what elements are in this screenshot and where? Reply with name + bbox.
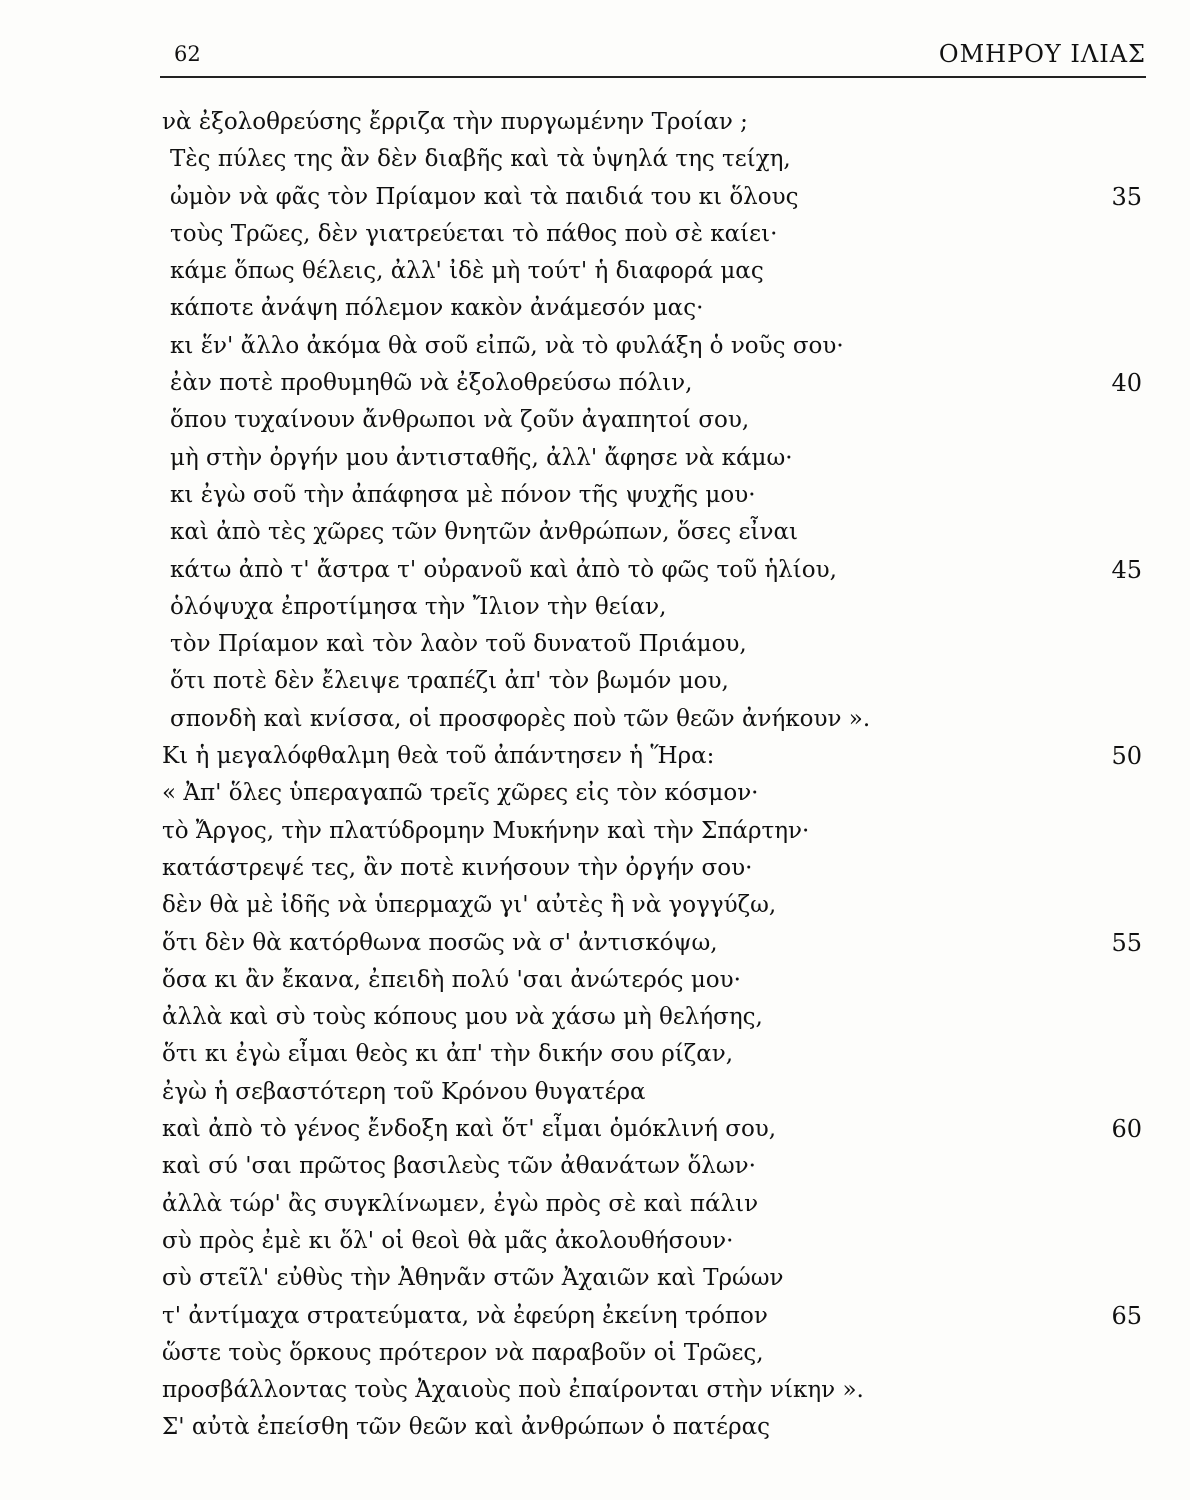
verse-text: ὅτι ποτὲ δὲν ἔλειψε τραπέζι ἀπ' τὸν βωμόν μου, — [170, 668, 729, 695]
verse-text: κι ἕν' ἄλλο ἀκόμα θὰ σοῦ εἰπῶ, νὰ τὸ φυλάξη ὁ νοῦς σου· — [170, 332, 844, 359]
verse-line — [0, 999, 1190, 1036]
verse-text: τὸ Ἄργος, τὴν πλατύδρομην Μυκήνην καὶ τὴν Σπάρτην· — [162, 817, 810, 844]
verse-text: σὺ πρὸς ἐμὲ κι ὅλ' οἱ θεοὶ θὰ μᾶς ἀκολουθήσουν· — [162, 1227, 734, 1254]
line-number: 60 — [1111, 1115, 1142, 1144]
verse-line — [0, 477, 1190, 514]
verse-line — [0, 440, 1190, 477]
verse-line — [0, 887, 1190, 924]
verse-block — [0, 104, 1190, 1447]
verse-text: κάποτε ἀνάψη πόλεμον κακὸν ἀνάμεσόν μας· — [170, 295, 704, 322]
verse-line — [0, 402, 1190, 439]
verse-line — [0, 962, 1190, 999]
verse-text: « Ἀπ' ὅλες ὑπεραγαπῶ τρεῖς χῶρες εἰς τὸν κόσμον· — [162, 780, 759, 807]
verse-text: κάτω ἀπὸ τ' ἄστρα τ' οὐρανοῦ καὶ ἀπὸ τὸ φῶς τοῦ ἡλίου, — [170, 556, 837, 583]
verse-text: τὸν Πρίαμον καὶ τὸν λαὸν τοῦ δυνατοῦ Πριάμου, — [170, 631, 747, 658]
verse-line — [0, 1036, 1190, 1073]
verse-text: ἐὰν ποτὲ προθυμηθῶ νὰ ἐξολοθρεύσω πόλιν, — [170, 370, 693, 397]
verse-line — [0, 328, 1190, 365]
verse-line — [0, 626, 1190, 663]
verse-text: ὅπου τυχαίνουν ἄνθρωποι νὰ ζοῦν ἀγαπητοί σου, — [170, 407, 750, 434]
verse-line — [0, 1298, 1190, 1335]
header-rule — [160, 76, 1146, 78]
verse-line — [0, 813, 1190, 850]
verse-text: δὲν θὰ μὲ ἰδῆς νὰ ὑπερμαχῶ γι' αὐτὲς ἢ νὰ γογγύζω, — [162, 892, 777, 919]
line-number: 50 — [1111, 742, 1142, 771]
verse-text: κάμε ὅπως θέλεις, ἀλλ' ἰδὲ μὴ τούτ' ἡ διαφορά μας — [170, 258, 764, 285]
verse-line — [0, 1111, 1190, 1148]
verse-line — [0, 1409, 1190, 1446]
verse-text: ἐγὼ ἡ σεβαστότερη τοῦ Κρόνου θυγατέρα — [162, 1078, 646, 1105]
line-number: 45 — [1111, 555, 1142, 584]
line-number: 65 — [1111, 1301, 1142, 1330]
verse-text: ὠμὸν νὰ φᾶς τὸν Πρίαμον καὶ τὰ παιδιά του κι ὅλους — [170, 183, 799, 210]
verse-text: καὶ ἀπὸ τὸ γένος ἔνδοξη καὶ ὅτ' εἶμαι ὁμόκλινή σου, — [162, 1116, 777, 1143]
verse-line — [0, 290, 1190, 327]
page-header — [160, 40, 1146, 76]
verse-text: κατάστρεψέ τες, ἂν ποτὲ κινήσουν τὴν ὀργήν σου· — [162, 854, 753, 881]
verse-line — [0, 141, 1190, 178]
verse-line — [0, 514, 1190, 551]
verse-text: Τὲς πύλες της ἂν δὲν διαβῆς καὶ τὰ ὑψηλά της τείχη, — [170, 146, 791, 173]
verse-text: τ' ἀντίμαχα στρατεύματα, νὰ ἐφεύρη ἐκείνη τρόπον — [162, 1302, 768, 1329]
verse-text: καὶ σύ 'σαι πρῶτος βασιλεὺς τῶν ἀθανάτων ὅλων· — [162, 1153, 756, 1180]
verse-line — [0, 589, 1190, 626]
verse-line — [0, 253, 1190, 290]
verse-text: ὁλόψυχα ἐπροτίμησα τὴν Ἴλιον τὴν θείαν, — [170, 593, 667, 620]
verse-line — [0, 179, 1190, 216]
verse-line — [0, 1186, 1190, 1223]
verse-line — [0, 1223, 1190, 1260]
verse-text: ἀλλὰ τώρ' ἂς συγκλίνωμεν, ἐγὼ πρὸς σὲ καὶ πάλιν — [162, 1190, 759, 1217]
verse-line — [0, 775, 1190, 812]
verse-text: προσβάλλοντας τοὺς Ἀχαιοὺς ποὺ ἐπαίρονται στὴν νίκην ». — [162, 1377, 864, 1404]
verse-line — [0, 1335, 1190, 1372]
verse-text: ἀλλὰ καὶ σὺ τοὺς κόπους μου νὰ χάσω μὴ θελήσης, — [162, 1004, 763, 1031]
verse-text: Σ' αὐτὰ ἐπείσθη τῶν θεῶν καὶ ἀνθρώπων ὁ πατέρας — [162, 1414, 771, 1441]
verse-line — [0, 1148, 1190, 1185]
line-number: 35 — [1111, 182, 1142, 211]
verse-text: νὰ ἐξολοθρεύσης ἔρριζα τὴν πυργωμένην Τροίαν ; — [162, 109, 748, 135]
verse-text: σὺ στεῖλ' εὐθὺς τὴν Ἀθηνᾶν στῶν Ἀχαιῶν καὶ Τρώων — [162, 1265, 784, 1292]
verse-line — [0, 216, 1190, 253]
verse-text: κι ἐγὼ σοῦ τὴν ἀπάφησα μὲ πόνον τῆς ψυχῆς μου· — [170, 481, 756, 508]
verse-text: ὅσα κι ἂν ἔκανα, ἐπειδὴ πολύ 'σαι ἀνώτερός μου· — [162, 966, 741, 993]
line-number: 40 — [1111, 369, 1142, 398]
verse-line — [0, 1074, 1190, 1111]
verse-line — [0, 1372, 1190, 1409]
verse-text: ὅτι δὲν θὰ κατόρθωνα ποσῶς νὰ σ' ἀντισκόψω, — [162, 929, 718, 956]
verse-line — [0, 552, 1190, 589]
line-number: 55 — [1111, 928, 1142, 957]
verse-line — [0, 663, 1190, 700]
verse-line — [0, 701, 1190, 738]
verse-line — [0, 925, 1190, 962]
verse-line — [0, 738, 1190, 775]
verse-text: τοὺς Τρῶες, δὲν γιατρεύεται τὸ πάθος ποὺ σὲ καίει· — [170, 220, 778, 247]
page-number: 62 — [174, 42, 201, 66]
verse-text: Κι ἡ μεγαλόφθαλμη θεὰ τοῦ ἀπάντησεν ἡ Ἥρα: — [162, 743, 715, 770]
verse-text: σπονδὴ καὶ κνίσσα, οἱ προσφορὲς ποὺ τῶν θεῶν ἀνήκουν ». — [170, 705, 871, 732]
verse-text: ὅτι κι ἐγὼ εἶμαι θεὸς κι ἀπ' τὴν δικήν σου ρίζαν, — [162, 1041, 734, 1068]
running-title: ΟΜΗΡΟΥ ΙΛΙΑΣ — [938, 40, 1146, 68]
verse-text: καὶ ἀπὸ τὲς χῶρες τῶν θνητῶν ἀνθρώπων, ὅσες εἶναι — [170, 519, 799, 546]
verse-line — [0, 1260, 1190, 1297]
verse-text: μὴ στὴν ὀργήν μου ἀντισταθῆς, ἀλλ' ἄφησε νὰ κάμω· — [170, 444, 793, 471]
verse-line — [0, 104, 1190, 141]
verse-line — [0, 365, 1190, 402]
verse-text: ὥστε τοὺς ὅρκους πρότερον νὰ παραβοῦν οἱ Τρῶες, — [162, 1339, 764, 1366]
verse-line — [0, 850, 1190, 887]
